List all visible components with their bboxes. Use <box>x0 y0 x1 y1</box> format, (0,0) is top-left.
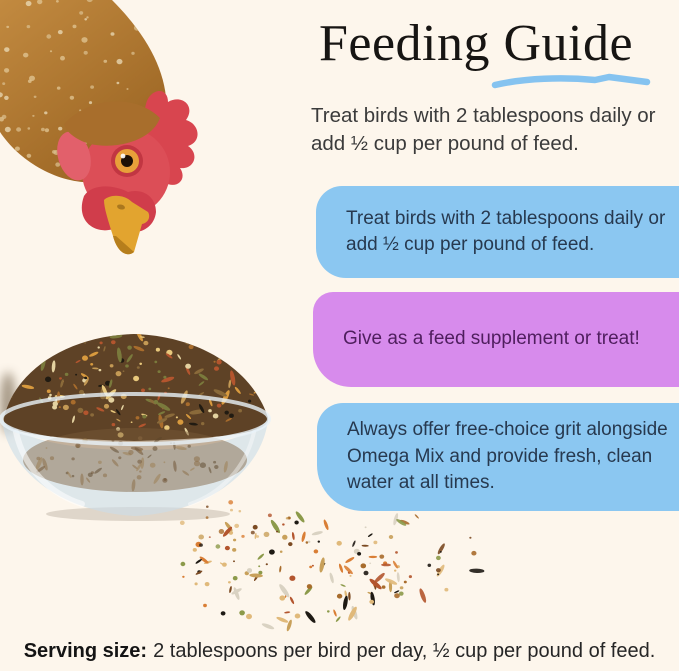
callout-dosage-text: Treat birds with 2 tablespoons daily or add ½ cup per pound of feed. <box>346 207 666 255</box>
callout-supplement <box>313 292 679 387</box>
page-title: Feeding Guide <box>318 15 634 72</box>
chicken-photo <box>0 0 240 264</box>
intro-text: Treat birds with 2 tablespoons daily or add ½ cup per pound of feed. <box>311 104 656 155</box>
callout-supplement-text: Give as a feed supplement or treat! <box>343 328 640 350</box>
callout-grit-water <box>317 403 679 511</box>
title-underline <box>491 72 651 92</box>
callout-grit-water-text: Always offer free-choice grit alongside Omega Mix and provide fresh, clean water at all times. <box>347 419 668 494</box>
scattered-seeds-photo <box>176 498 490 644</box>
serving-size-text: 2 tablespoons per bird per day, ½ cup per pound of feed. <box>153 640 656 662</box>
serving-size-label: Serving size: <box>23 640 148 662</box>
feed-bowl-photo <box>0 320 290 522</box>
serving-size <box>0 640 679 663</box>
callout-dosage <box>316 186 679 278</box>
feed-mound <box>4 334 268 441</box>
